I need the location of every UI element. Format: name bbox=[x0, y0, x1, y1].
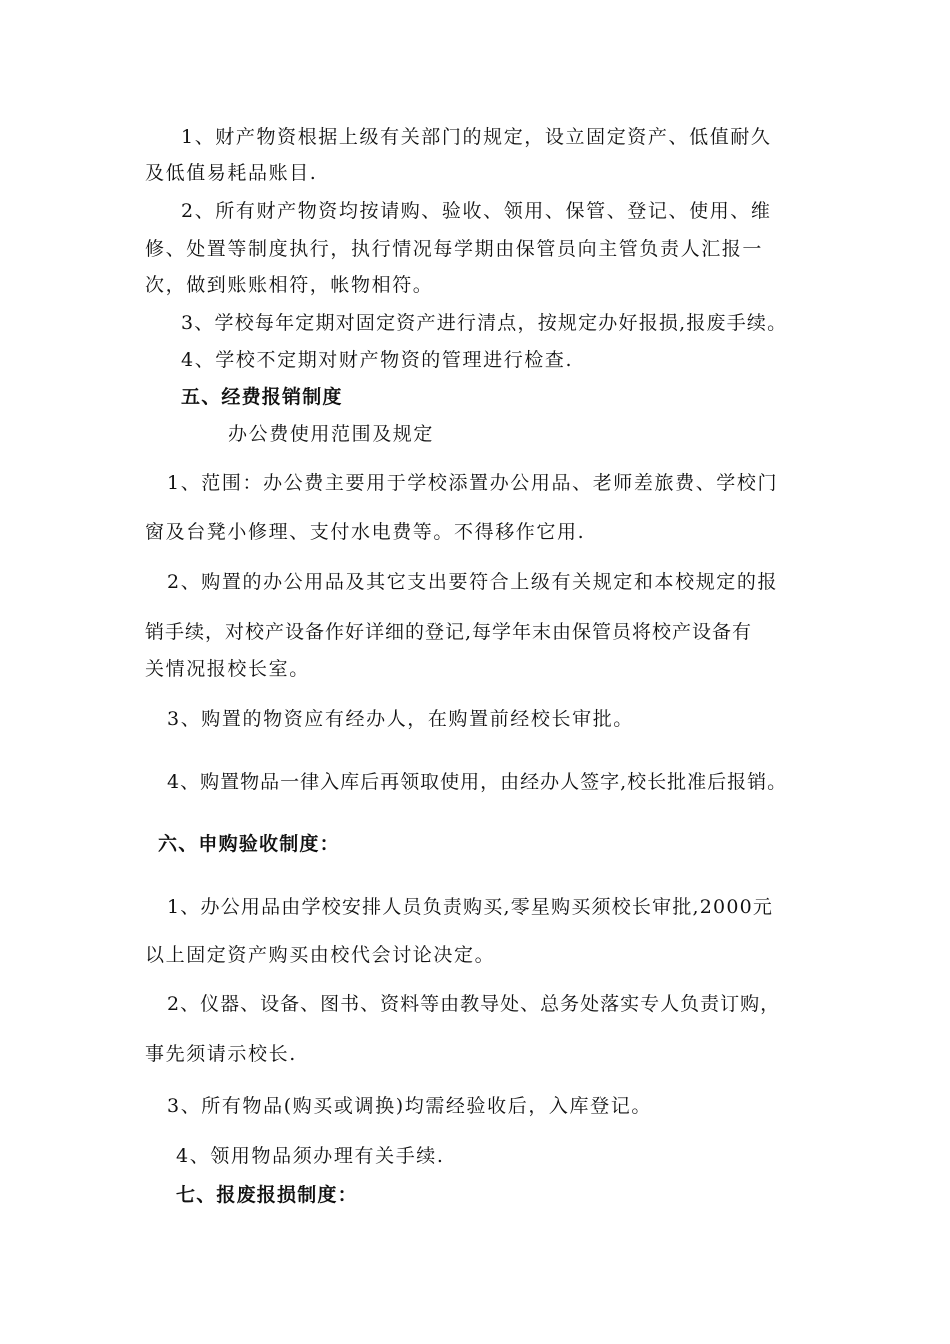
purchase-rule-3: 3、所有物品(购买或调换)均需经验收后，入库登记。 bbox=[167, 1095, 652, 1117]
expense-rule-3: 3、购置的物资应有经办人，在购置前经校长审批。 bbox=[167, 708, 634, 730]
section-6-heading: 六、申购验收制度： bbox=[158, 833, 340, 855]
purchase-rule-2-line-2: 事先须请示校长. bbox=[145, 1043, 297, 1065]
purchase-rule-1-line-1: 1、办公用品由学校安排人员负责购买,零星购买须校长审批,2000元 bbox=[167, 896, 774, 918]
section-7-heading: 七、报废报损制度： bbox=[176, 1184, 358, 1206]
purchase-rule-1-line-2: 以上固定资产购买由校代会讨论决定。 bbox=[145, 944, 496, 966]
expense-rule-2-line-3: 关情况报校长室。 bbox=[145, 658, 310, 680]
asset-rule-2-line-2: 修、处置等制度执行，执行情况每学期由保管员向主管负责人汇报一 bbox=[145, 238, 764, 260]
asset-rule-3: 3、学校每年定期对固定资产进行清点，按规定办好报损,报废手续。 bbox=[181, 312, 788, 334]
asset-rule-1-line-2: 及低值易耗品账目. bbox=[145, 162, 318, 184]
expense-rule-1-line-2: 窗及台凳小修理、支付水电费等。不得移作它用. bbox=[145, 521, 586, 543]
section-5-subheading: 办公费使用范围及规定 bbox=[228, 423, 435, 445]
purchase-rule-2-line-1: 2、仪器、设备、图书、资料等由教导处、总务处落实专人负责订购， bbox=[167, 993, 781, 1015]
expense-rule-2-line-1: 2、购置的办公用品及其它支出要符合上级有关规定和本校规定的报 bbox=[167, 571, 779, 593]
expense-rule-1-line-1: 1、范围：办公费主要用于学校添置办公用品、老师差旅费、学校门 bbox=[167, 472, 779, 494]
asset-rule-2-line-1: 2、所有财产物资均按请购、验收、领用、保管、登记、使用、维 bbox=[181, 200, 772, 222]
expense-rule-2-line-2: 销手续，对校产设备作好详细的登记,每学年末由保管员将校产设备有 bbox=[145, 621, 753, 643]
purchase-rule-4: 4、领用物品须办理有关手续. bbox=[176, 1145, 445, 1167]
section-5-heading: 五、经费报销制度 bbox=[181, 386, 343, 408]
asset-rule-1-line-1: 1、财产物资根据上级有关部门的规定，设立固定资产、低值耐久 bbox=[181, 126, 772, 148]
expense-rule-4: 4、购置物品一律入库后再领取使用，由经办人签字,校长批准后报销。 bbox=[167, 771, 788, 793]
asset-rule-2-line-3: 次，做到账账相符，帐物相符。 bbox=[145, 274, 434, 296]
asset-rule-4: 4、学校不定期对财产物资的管理进行检查. bbox=[181, 349, 574, 371]
